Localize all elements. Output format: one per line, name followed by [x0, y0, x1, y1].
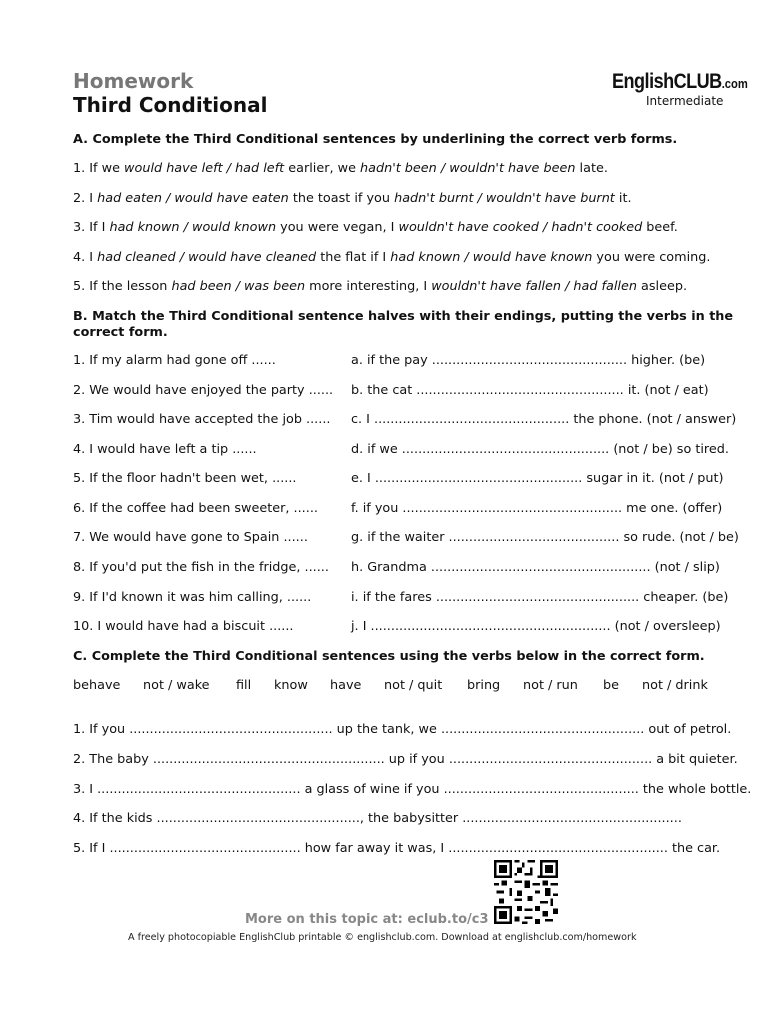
sentence-text: beef.	[642, 220, 678, 235]
verb-choice[interactable]: had been / was been	[171, 279, 306, 294]
sentence-text: asleep.	[636, 279, 688, 294]
sentence-text: 2. I	[73, 191, 98, 206]
sentence-text: the toast if you	[288, 191, 395, 206]
sentence-text: 3. If I	[73, 220, 110, 235]
qr-code-icon	[494, 860, 558, 924]
section-c-sentence: 3. I .................................................. a glass of wine if you ................................................ the whole bottle.	[73, 782, 752, 797]
worksheet-kicker: Homework	[73, 69, 194, 93]
sentence-text: you were vegan, I	[276, 220, 399, 235]
verb-choice[interactable]: wouldn't have cooked / hadn't cooked	[398, 220, 643, 235]
sentence-text: the flat if I	[316, 250, 391, 265]
section-c-sentence: 1. If you .................................................. up the tank, we .................................................. out of petrol.	[73, 722, 732, 737]
verb-choice[interactable]: hadn't burnt / wouldn't have burnt	[394, 191, 615, 206]
sentence-text: more interesting, I	[305, 279, 432, 294]
sentence-text: you were coming.	[592, 250, 711, 265]
sentence-ending: c. I ................................................ the phone. (not / answer)	[351, 412, 737, 427]
sentence-half: 4. I would have left a tip ......	[73, 442, 257, 457]
sentence-ending: e. I ................................................... sugar in it. (not / put)	[351, 471, 724, 486]
verb-choice[interactable]: had eaten / would have eaten	[97, 191, 289, 206]
word-bank-item: know	[274, 678, 308, 693]
section-a-sentence	[73, 191, 632, 206]
sentence-ending: j. I ........................................................... (not / oversleep)	[351, 619, 721, 634]
sentence-half: 8. If you'd put the fish in the fridge, ......	[73, 560, 329, 575]
englishclub-logo	[612, 70, 748, 94]
sentence-half: 1. If my alarm had gone off ......	[73, 353, 276, 368]
sentence-half: 9. If I'd known it was him calling, ......	[73, 590, 312, 605]
section-c-instruction: C. Complete the Third Conditional sentences using the verbs below in the correct form.	[73, 649, 705, 664]
section-a-sentence	[73, 279, 687, 294]
sentence-half: 6. If the coffee had been sweeter, ......	[73, 501, 318, 516]
word-bank-item: behave	[73, 678, 121, 693]
section-a-sentence	[73, 250, 710, 265]
word-bank-item: be	[603, 678, 619, 693]
level-label: Intermediate	[646, 94, 724, 108]
word-bank-item: not / drink	[642, 678, 708, 693]
sentence-text: late.	[575, 161, 608, 176]
section-a-sentence	[73, 220, 678, 235]
logo-main: EnglishCLUB	[612, 70, 722, 93]
section-c-sentence: 5. If I ............................................... how far away it was, I ...................................................... the car.	[73, 841, 721, 856]
sentence-ending: i. if the fares .................................................. cheaper. (be)	[351, 590, 729, 605]
verb-choice[interactable]: had known / would have known	[390, 250, 593, 265]
sentence-half: 10. I would have had a biscuit ......	[73, 619, 294, 634]
sentence-ending: d. if we ................................................... (not / be) so tired.	[351, 442, 729, 457]
verb-choice[interactable]: had known / would known	[109, 220, 277, 235]
sentence-ending: f. if you ...................................................... me one. (offer)	[351, 501, 723, 516]
word-bank-item: not / run	[523, 678, 578, 693]
verb-choice[interactable]: wouldn't have fallen / had fallen	[431, 279, 637, 294]
sentence-ending: b. the cat ................................................... it. (not / eat)	[351, 383, 709, 398]
sentence-text: 4. I	[73, 250, 98, 265]
word-bank-item: not / quit	[384, 678, 443, 693]
more-on-topic-link[interactable]: More on this topic at: eclub.to/c3	[245, 912, 489, 927]
sentence-text: it.	[614, 191, 632, 206]
section-c-sentence: 4. If the kids .................................................., the babysitter ......................................................	[73, 811, 682, 826]
sentence-text: 1. If we	[73, 161, 125, 176]
verb-choice[interactable]: hadn't been / wouldn't have been	[360, 161, 576, 176]
word-bank-item: bring	[467, 678, 501, 693]
sentence-ending: g. if the waiter .......................................... so rude. (not / be)	[351, 530, 739, 545]
copyright-notice: A freely photocopiable EnglishClub printable © englishclub.com. Download at englishclub.com/homework	[128, 932, 637, 943]
sentence-half: 3. Tim would have accepted the job ......	[73, 412, 331, 427]
word-bank-item: have	[330, 678, 362, 693]
sentence-half: 2. We would have enjoyed the party ......	[73, 383, 334, 398]
section-c-sentence: 2. The baby ......................................................... up if you .................................................. a bit quieter.	[73, 752, 738, 767]
sentence-text: 5. If the lesson	[73, 279, 172, 294]
verb-choice[interactable]: had cleaned / would have cleaned	[97, 250, 317, 265]
sentence-ending: a. if the pay ................................................ higher. (be)	[351, 353, 706, 368]
sentence-half: 7. We would have gone to Spain ......	[73, 530, 308, 545]
sentence-text: earlier, we	[284, 161, 361, 176]
worksheet-title: Third Conditional	[73, 93, 268, 117]
word-bank-item: not / wake	[143, 678, 210, 693]
section-b-instruction: B. Match the Third Conditional sentence halves with their endings, putting the verbs in the correct form.	[73, 309, 734, 340]
sentence-half: 5. If the floor hadn't been wet, ......	[73, 471, 297, 486]
section-a-instruction: A. Complete the Third Conditional sentences by underlining the correct verb forms.	[73, 132, 678, 147]
verb-choice[interactable]: would have left / had left	[124, 161, 285, 176]
logo-suffix: .com	[721, 76, 748, 91]
word-bank-item: fill	[236, 678, 252, 693]
section-a-sentence	[73, 161, 608, 176]
sentence-ending: h. Grandma ...................................................... (not / slip)	[351, 560, 720, 575]
